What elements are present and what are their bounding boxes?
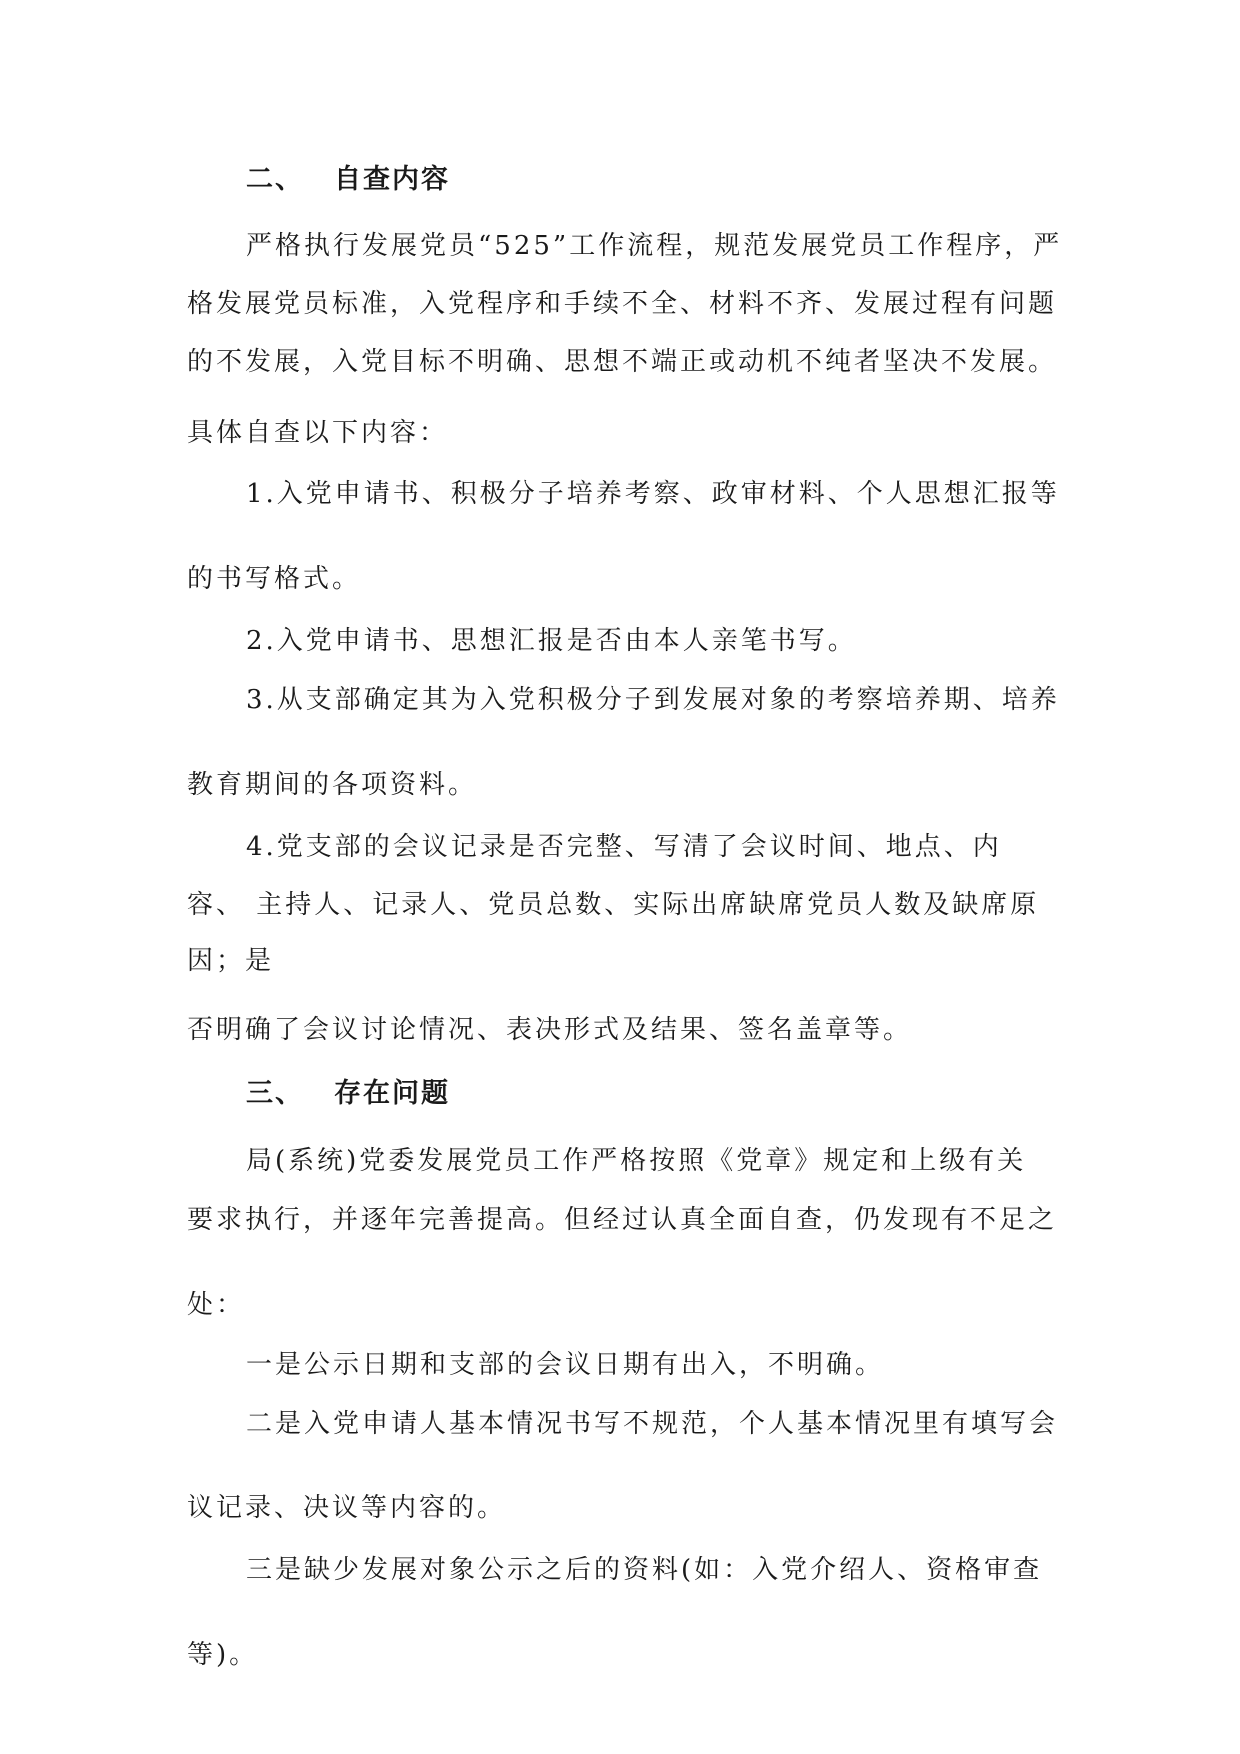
paragraph-line: 局(系统)党委发展党员工作严格按照《党章》规定和上级有关: [246, 1146, 1027, 1176]
list-item-line: 议记录、决议等内容的。: [187, 1493, 507, 1523]
list-item-line: 教育期间的各项资料。: [187, 770, 478, 800]
list-item-line: 1.入党申请书、积极分子培养考察、政审材料、个人思想汇报等: [246, 479, 1060, 509]
heading-title: 自查内容: [334, 164, 450, 195]
list-item-line: 容、 主持人、记录人、党员总数、实际出席缺席党员人数及缺席原: [187, 890, 1040, 920]
list-item-line: 的书写格式。: [187, 564, 362, 594]
heading-number: 二、: [246, 164, 304, 195]
list-item-line: 4.党支部的会议记录是否完整、写清了会议时间、地点、内: [246, 832, 1002, 862]
list-item-line: 一是公示日期和支部的会议日期有出入，不明确。: [246, 1350, 885, 1380]
heading-title: 存在问题: [334, 1078, 450, 1109]
paragraph-line: 格发展党员标准，入党程序和手续不全、材料不齐、发展过程有问题: [187, 289, 1058, 319]
paragraph-line: 处：: [187, 1290, 246, 1320]
heading-number: 三、: [246, 1078, 304, 1109]
section-heading-problems: [246, 1077, 450, 1111]
list-item-line: 2.入党申请书、思想汇报是否由本人亲笔书写。: [246, 626, 857, 656]
list-item-line: 因；是: [187, 946, 275, 976]
paragraph-line: 具体自查以下内容：: [187, 418, 449, 448]
list-item-line: 二是入党申请人基本情况书写不规范，个人基本情况里有填写会: [246, 1409, 1059, 1439]
paragraph-line: 严格执行发展党员“525”工作流程，规范发展党员工作程序，严: [246, 231, 1063, 261]
list-item-line: 3.从支部确定其为入党积极分子到发展对象的考察培养期、培养: [246, 685, 1060, 715]
paragraph-line: 的不发展，入党目标不明确、思想不端正或动机不纯者坚决不发展。: [187, 347, 1058, 377]
list-item-line: 三是缺少发展对象公示之后的资料(如：入党介绍人、资格审查: [246, 1555, 1043, 1585]
paragraph-line: 要求执行，并逐年完善提高。但经过认真全面自查，仍发现有不足之: [187, 1205, 1058, 1235]
section-heading-self-check: [246, 163, 450, 197]
list-item-line: 否明确了会议讨论情况、表决形式及结果、签名盖章等。: [187, 1015, 913, 1045]
list-item-line: 等)。: [187, 1640, 259, 1670]
